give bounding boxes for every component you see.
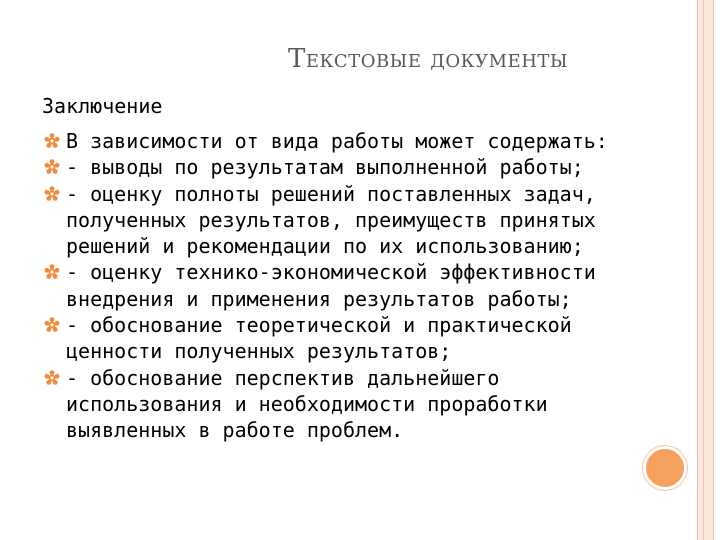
item-line: В зависимости от вида работы может содержать: [66, 129, 608, 153]
item-line: полученных результатов, преимуществ принятых [66, 207, 596, 232]
item-line: внедрения и применения результатов работы; [66, 286, 572, 311]
gear-flower-icon [44, 133, 60, 149]
item-line: использования и необходимости проработки [66, 391, 548, 416]
item-line: - оценку технико-экономической эффективности [66, 260, 596, 285]
decorative-frame [697, 0, 714, 540]
gear-flower-icon [44, 317, 60, 333]
list-item [44, 154, 654, 180]
item-line: - обоснование теоретической и практической [66, 313, 572, 338]
decorative-circle [643, 446, 687, 490]
list-item [44, 181, 654, 260]
gear-flower-icon [44, 370, 60, 386]
section-heading: Заключение [42, 94, 163, 118]
list-item [44, 312, 654, 365]
item-line: - обоснование перспектив дальнейшего [66, 365, 500, 390]
list-item [44, 128, 654, 154]
gear-flower-icon [44, 264, 60, 280]
frame-inner-line [703, 0, 704, 540]
slide-title: Текстовые документы [288, 44, 569, 74]
gear-flower-icon [44, 159, 60, 175]
item-line: решений и рекомендации по их использованию; [66, 234, 584, 259]
item-line: - выводы по результатам выполненной работы; [66, 155, 584, 180]
list-item [44, 365, 654, 444]
gear-flower-icon [44, 186, 60, 202]
item-line: выявленных в работе проблем. [66, 418, 404, 443]
bullet-list [44, 128, 654, 444]
list-item [44, 259, 654, 312]
item-line: - оценку полноты решений поставленных задач, [66, 181, 596, 206]
item-line: ценности полученных результатов; [66, 339, 452, 364]
